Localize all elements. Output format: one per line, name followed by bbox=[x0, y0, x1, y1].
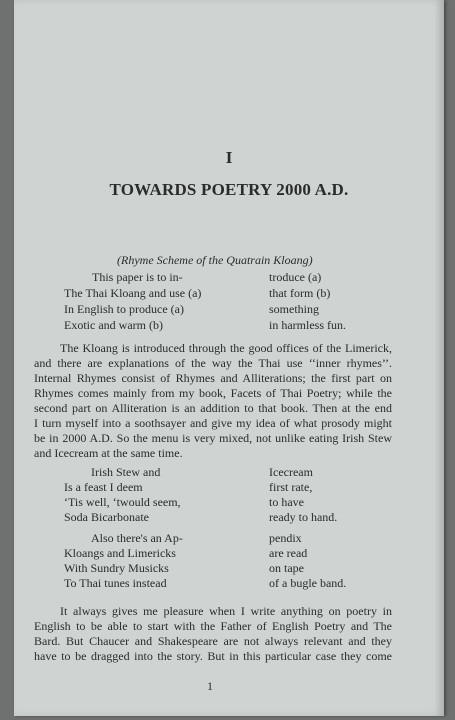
paragraph-line: Bard. But Chaucer and Shakespeare are not always relevant and they bbox=[34, 634, 392, 648]
verse-line-left: This paper is to in- bbox=[92, 270, 183, 284]
quatrain-caption: (Rhyme Scheme of the Quatrain Kloang) bbox=[117, 253, 313, 267]
paragraph-line: The Kloang is introduced through the good offices of the Limerick, bbox=[60, 341, 392, 355]
verse-line-right: to have bbox=[269, 495, 304, 509]
verse-line-left: To Thai tunes instead bbox=[64, 576, 167, 590]
paragraph-line: second part on Alliteration is an addition to that book. Then at the end bbox=[34, 401, 392, 415]
paragraph-line: and Icecream at the same time. bbox=[34, 446, 183, 460]
paragraph-line: Internal Rhymes consist of Rhymes and Alliterations; the first part on bbox=[34, 371, 392, 385]
verse-line-right: of a bugle band. bbox=[269, 576, 347, 590]
paragraph-line: I turn myself into a soothsayer and give my idea of what prosody might bbox=[34, 416, 392, 430]
verse-line-left: The Thai Kloang and use (a) bbox=[64, 286, 202, 300]
chapter-number: I bbox=[225, 148, 233, 167]
verse-line-left: ‘Tis well, ‘twould seem, bbox=[64, 495, 181, 509]
verse-line-right: pendix bbox=[269, 531, 302, 545]
verse-line-left: Kloangs and Limericks bbox=[64, 546, 176, 560]
verse-line-left: Also there's an Ap- bbox=[91, 531, 183, 545]
verse-line-right: that form (b) bbox=[269, 286, 331, 300]
verse-line-right: are read bbox=[269, 546, 308, 560]
verse-line-left: Is a feast I deem bbox=[64, 480, 143, 494]
verse-line-right: first rate, bbox=[269, 480, 313, 494]
paragraph-line: English to be able to start with the Father of English Poetry and The bbox=[34, 619, 392, 633]
verse-line-left: Irish Stew and bbox=[91, 465, 161, 479]
verse-line-left: Exotic and warm (b) bbox=[64, 318, 163, 332]
verse-line-right: on tape bbox=[269, 561, 304, 575]
page-number: 1 bbox=[207, 679, 213, 693]
paragraph-line: be in 2000 A.D. So the menu is very mixed, not unlike eating Irish Stew bbox=[34, 431, 392, 445]
verse-line-right: troduce (a) bbox=[269, 270, 322, 284]
verse-line-right: Icecream bbox=[269, 465, 313, 479]
verse-line-left: With Sundry Musicks bbox=[64, 561, 169, 575]
paragraph-line: It always gives me pleasure when I write anything on poetry in bbox=[60, 604, 392, 618]
verse-line-left: Soda Bicarbonate bbox=[64, 510, 149, 524]
book-page bbox=[14, 0, 444, 716]
verse-line-right: ready to hand. bbox=[269, 510, 338, 524]
paragraph-line: have to be dragged into the story. But in this particular case they come bbox=[34, 649, 392, 663]
paragraph-line: and there are explanations of the way the Thai use ‘‘inner rhymes’’. bbox=[34, 356, 392, 370]
chapter-title: TOWARDS POETRY 2000 A.D. bbox=[109, 180, 349, 199]
verse-line-right: something bbox=[269, 302, 319, 316]
paragraph-line-text: Rhymes comes mainly from my book, Facets of Thai Poetry; while the bbox=[34, 386, 392, 400]
verse-line-right: in harmless fun. bbox=[269, 318, 346, 332]
verse-line-left: In English to produce (a) bbox=[64, 302, 184, 316]
paragraph-line bbox=[34, 386, 392, 401]
